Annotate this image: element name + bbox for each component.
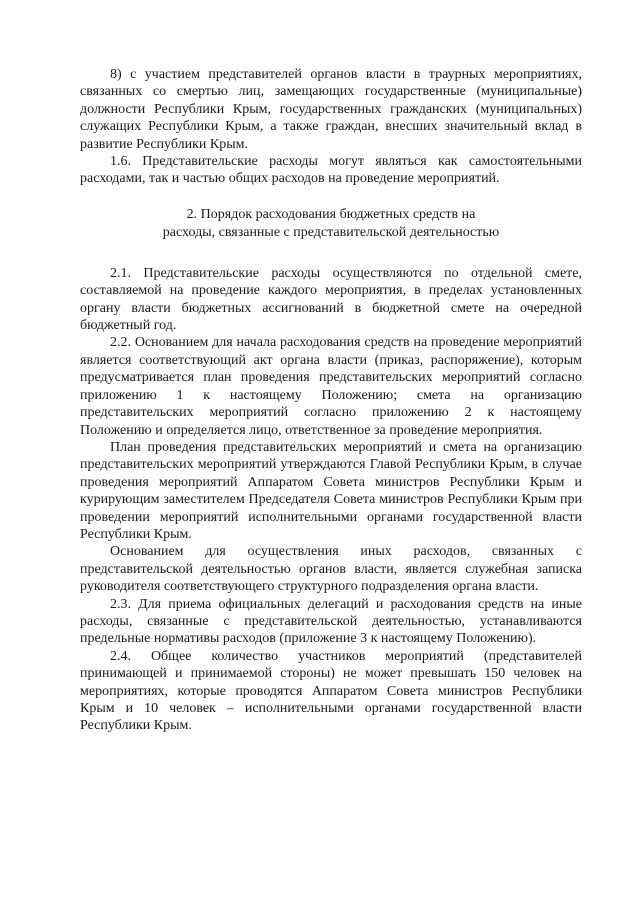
section-heading: [80, 206, 582, 242]
paragraph-2-4: 2.4. Общее количество участников мероприятий (представителей принимающей и принимаемой стороны) не может превышать 150 человек на мероприятиях, которые проводятся Аппаратом Совета министров Республики Крым и 10 человек – исполнительными органами государственной власти Республики Крым.: [80, 648, 582, 734]
paragraph-1-6: 1.6. Представительские расходы могут являться как самостоятельными расходами, так и частью общих расходов на проведение мероприятий.: [80, 154, 582, 187]
section-heading-line-1: 2. Порядок расходования бюджетных средств на: [186, 206, 476, 222]
paragraph-plan: План проведения представительских мероприятий и смета на организацию представительских мероприятий утверждаются Главой Республики Крым, в случае проведения мероприятий Аппаратом Совета министров Республики Крым и курирующим заместителем Председателя Совета министров Республики Крым при проведении мероприятий исполнительными органами государственной власти Республики Крым.: [80, 439, 582, 542]
paragraph-basis: Основанием для осуществления иных расходов, связанных с представительской деятельностью органов власти, является служебная записка руководителя соответствующего структурного подразделения органа власти.: [80, 544, 582, 595]
paragraph-2-3: 2.3. Для приема официальных делегаций и расходования средств на иные расходы, связанные с представительской деятельностью, устанавливаются предельные нормативы расходов (приложение 3 к настоящему Положению).: [80, 596, 582, 647]
paragraph-2-1: 2.1. Представительские расходы осуществляются по отдельной смете, составляемой на проведение каждого мероприятия, в пределах установленных органу власти бюджетных ассигнований в бюджетной смете на очередной бюджетный год.: [80, 265, 582, 334]
paragraph-item-8: 8) с участием представителей органов власти в траурных мероприятиях, связанных со смертью лиц, замещающих государственные (муниципальные) должности Республики Крым, государственных гражданских (муниципальных) служащих Республики Крым, а также граждан, внесших значительный вклад в развитие Республики Крым.: [80, 67, 582, 152]
section-heading-line-2: расходы, связанные с представительской деятельностью: [162, 224, 500, 240]
paragraph-2-2: 2.2. Основанием для начала расходования средств на проведение мероприятий является соответствующий акт органа власти (приказ, распоряжение), которым предусматривается план проведения представительских мероприятий согласно приложению 1 к настоящему Положению; смета на организацию представительских мероприятий согласно приложению 2 к настоящему Положению и определяется лицо, ответственное за проведение мероприятия.: [80, 335, 582, 438]
